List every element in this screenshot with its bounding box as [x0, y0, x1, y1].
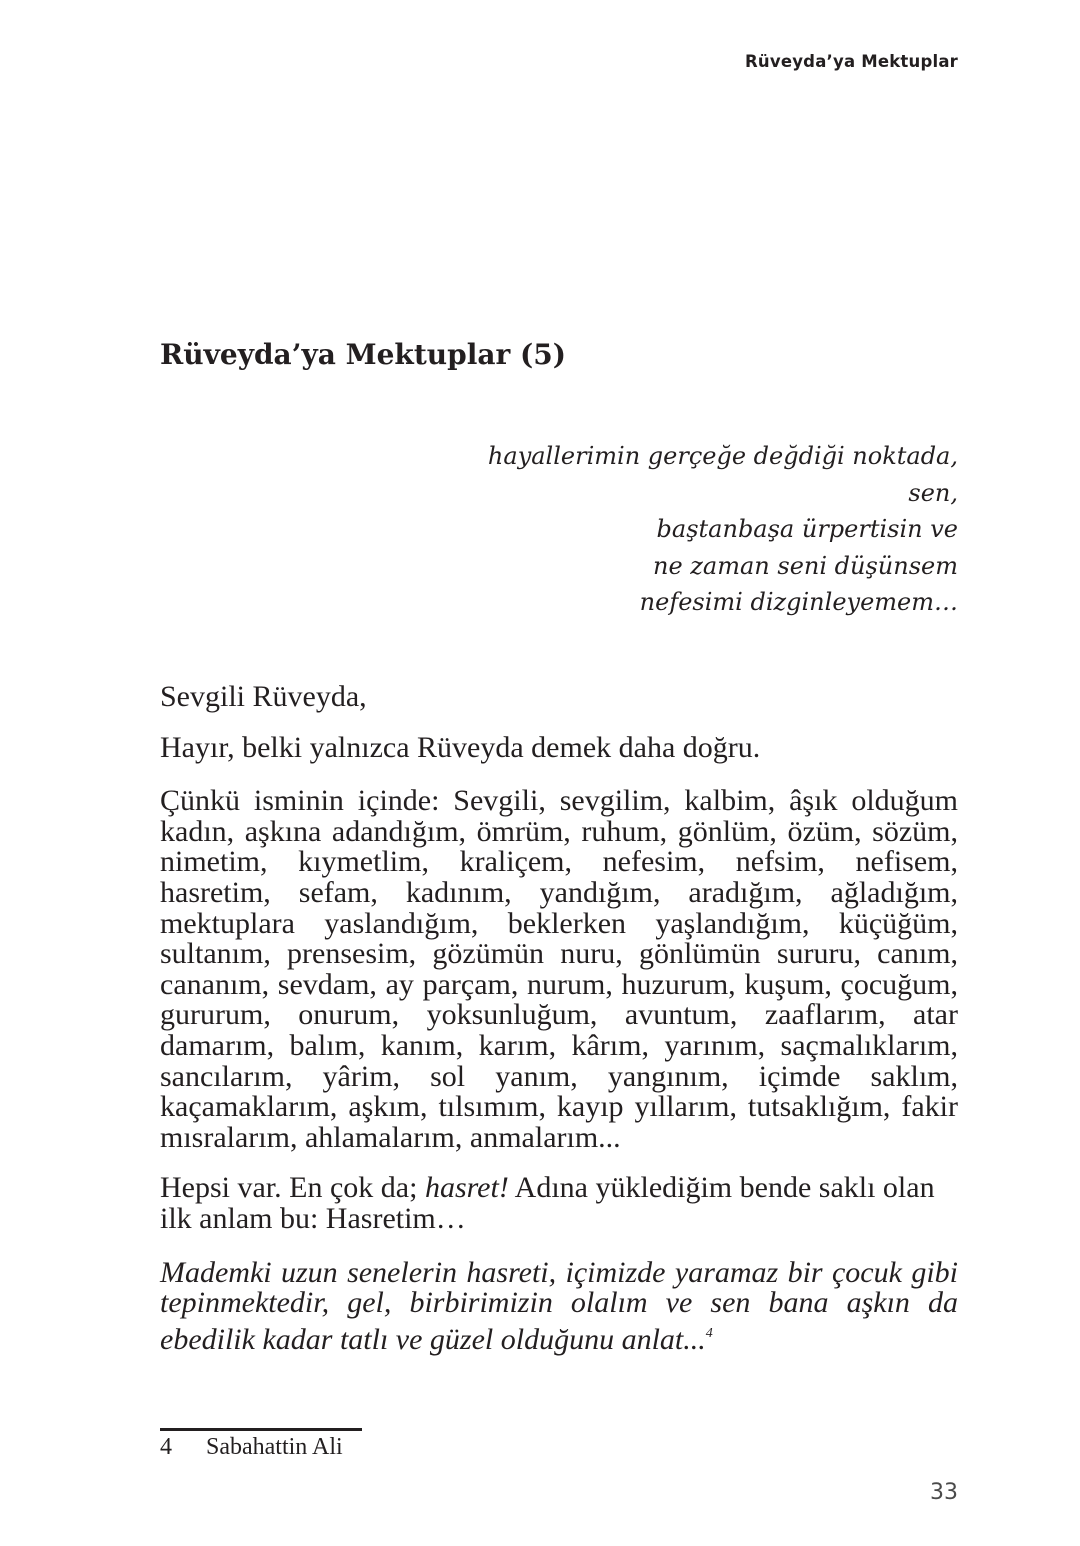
- footnote-reference: 4: [705, 1325, 713, 1341]
- paragraph-endearments: Çünkü isminin içinde: Sevgili, sevgilim, kalbim, âşık olduğum kadın, aşkına adandığım, ömrüm, ruhum, gönlüm, özüm, sözüm, nimetim, kıymetlim, kraliçem, nefesim, nefsim, nefisem, hasretim, sefam, kadınım, yandığım, aradığım, ağladığım, mektuplara yaslandığım, beklerken yaşlandığım, küçüğüm, sultanım, prensesim, gözümün nuru, gönlümün sururu, canım, cananım, sevdam, ay parçam, nurum, huzurum, kuşum, çocuğum, gururum, onurum, yoksunluğum, avuntum, zaaflarım, atar damarım, balım, kanım, karım, kârım, yarınım, saçmalıklarım, sancılarım, yârim, sol yanım, yangınım, içimde saklım, kaçamaklarım, aşkım, tılsımım, kayıp yıllarım, tutsaklığım, fakir mısralarım, ahlamalarım, anmalarım...: [160, 784, 958, 1154]
- emphasis: hasret!: [424, 1171, 509, 1205]
- letter-body: [160, 682, 958, 1355]
- quote-paragraph: [160, 1255, 958, 1356]
- text-span: Adına yüklediğim bende saklı olan ilk anlam bu: Hasretim…: [160, 1171, 935, 1235]
- quote-text: Mademki uzun senelerin hasreti, içimizde yaramaz bir çocuk gibi tepinmektedir, gel, birbirimizin olalım ve sen bana aşkın da ebedilik kadar tatlı ve güzel olduğunu anlat...: [160, 1255, 958, 1356]
- paragraph: Hayır, belki yalnızca Rüveyda demek daha doğru.: [160, 730, 761, 764]
- epigraph-line: baştanbaşa ürpertisin ve: [656, 515, 958, 543]
- running-header: Rüveyda’ya Mektuplar: [745, 52, 958, 71]
- chapter-title: Rüveyda’ya Mektuplar (5): [160, 338, 566, 371]
- footnote-divider: [160, 1428, 362, 1431]
- text-span: Hepsi var. En çok da;: [160, 1171, 425, 1205]
- footnote: [160, 1434, 343, 1461]
- epigraph: [488, 438, 958, 621]
- page-number: 33: [930, 1480, 958, 1505]
- letter-greeting: Sevgili Rüveyda,: [160, 680, 367, 713]
- footnote-number: 4: [160, 1434, 172, 1460]
- epigraph-line: ne zaman seni düşünsem: [652, 551, 958, 580]
- epigraph-line: sen,: [908, 478, 958, 507]
- footnote-text: Sabahattin Ali: [206, 1434, 343, 1460]
- paragraph: [160, 1173, 958, 1234]
- epigraph-line: hayallerimin gerçeğe değdiği noktada,: [487, 442, 958, 470]
- epigraph-line: nefesimi dizginleyemem…: [639, 588, 958, 616]
